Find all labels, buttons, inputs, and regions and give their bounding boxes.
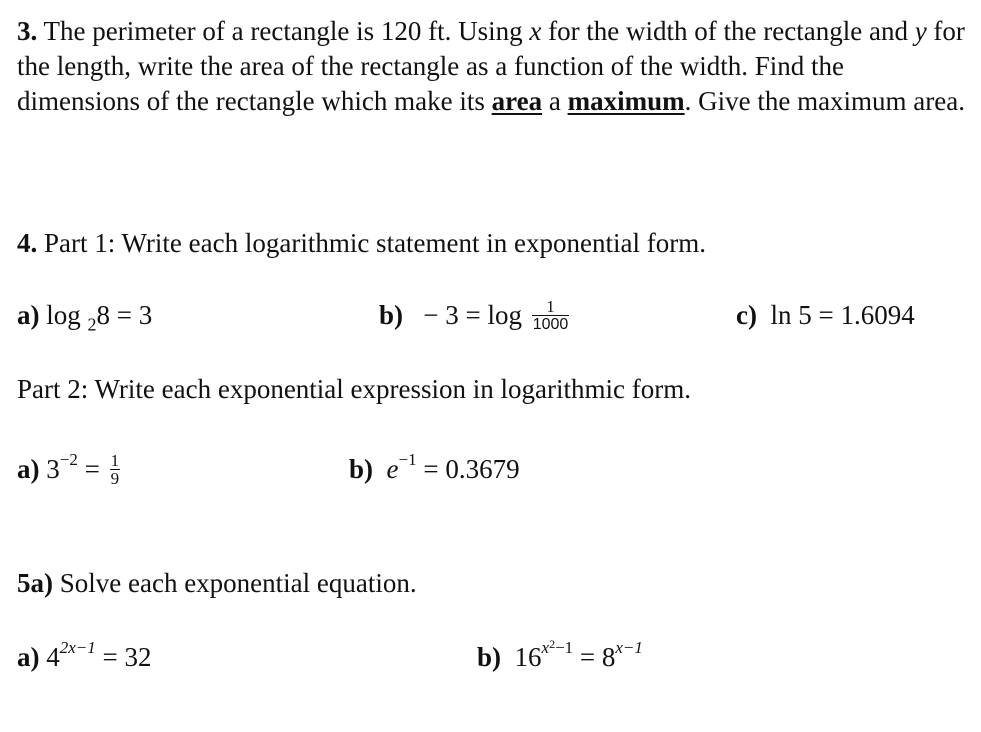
- q5a-item-a: [17, 640, 152, 675]
- expression: = 32: [95, 642, 152, 672]
- question-3-text-2: for the width of the rectangle and: [541, 16, 915, 46]
- fraction: [532, 298, 570, 333]
- question-3-number: 3.: [17, 16, 38, 46]
- question-3: [17, 14, 967, 119]
- base: e: [386, 454, 399, 484]
- question-3-text-1: The perimeter of a rectangle is 120 ft. Using: [37, 16, 530, 46]
- base: 16: [514, 642, 542, 672]
- question-3-text-4: a: [542, 86, 568, 116]
- expression: = 0.3679: [416, 454, 520, 484]
- question-5a-heading: [17, 566, 417, 601]
- q4-part2-item-b: [349, 452, 520, 487]
- base: 3: [46, 454, 60, 484]
- variable-x: x: [529, 16, 542, 46]
- item-label: b): [477, 642, 502, 672]
- exponent: [542, 638, 574, 657]
- log-operator: log: [46, 300, 81, 330]
- emphasis-maximum: maximum: [567, 86, 685, 116]
- fraction: [110, 452, 121, 487]
- q5a-item-b: [477, 637, 643, 675]
- emphasis-area: area: [491, 86, 543, 116]
- question-3-text-5: . Give the maximum area.: [684, 86, 965, 116]
- question-3-text-3: for the length, write the area of the rectangle as a function of the width. Find the dimensions of the rectangle which make its: [17, 16, 965, 116]
- item-label: b): [349, 454, 374, 484]
- exponent-rest: −1: [555, 638, 574, 657]
- fraction-numerator: 1: [546, 297, 555, 317]
- rhs-exponent: x−1: [615, 638, 643, 657]
- log-base: 2: [87, 314, 97, 335]
- question-4-part1-text: Part 1: Write each logarithmic statement in exponential form.: [37, 228, 706, 258]
- fraction-numerator: 1: [110, 451, 120, 471]
- item-label: c): [736, 300, 757, 330]
- item-label: a): [17, 642, 40, 672]
- item-label: a): [17, 454, 40, 484]
- question-5a-number: 5a): [17, 568, 53, 598]
- base: 4: [46, 642, 60, 672]
- question-4-heading: [17, 226, 706, 261]
- expression: 8 = 3: [96, 300, 153, 330]
- equals-rhs: = 8: [573, 642, 616, 672]
- q4-part1-item-c: [736, 298, 915, 333]
- exponent: −2: [59, 450, 78, 469]
- q4-part2-item-a: [17, 452, 123, 489]
- item-label: a): [17, 300, 40, 330]
- expression: ln 5 = 1.6094: [770, 300, 915, 330]
- exponent-variable: x: [541, 638, 550, 657]
- fraction-denominator: 9: [110, 469, 120, 489]
- exponent: 2x−1: [59, 638, 96, 657]
- item-label: b): [379, 300, 404, 330]
- question-4-part2-heading: Part 2: Write each exponential expression in logarithmic form.: [17, 374, 691, 404]
- q4-part1-item-b: [379, 298, 572, 335]
- question-4-number: 4.: [17, 228, 38, 258]
- equals: =: [77, 454, 107, 484]
- q4-part1-item-a: [17, 298, 152, 333]
- fraction-denominator: 1000: [532, 316, 569, 334]
- expression: − 3 = log: [423, 300, 529, 330]
- exponent-power: 2: [549, 637, 556, 652]
- question-5a-text: Solve each exponential equation.: [53, 568, 417, 598]
- exponent: −1: [398, 450, 417, 469]
- variable-y: y: [914, 16, 927, 46]
